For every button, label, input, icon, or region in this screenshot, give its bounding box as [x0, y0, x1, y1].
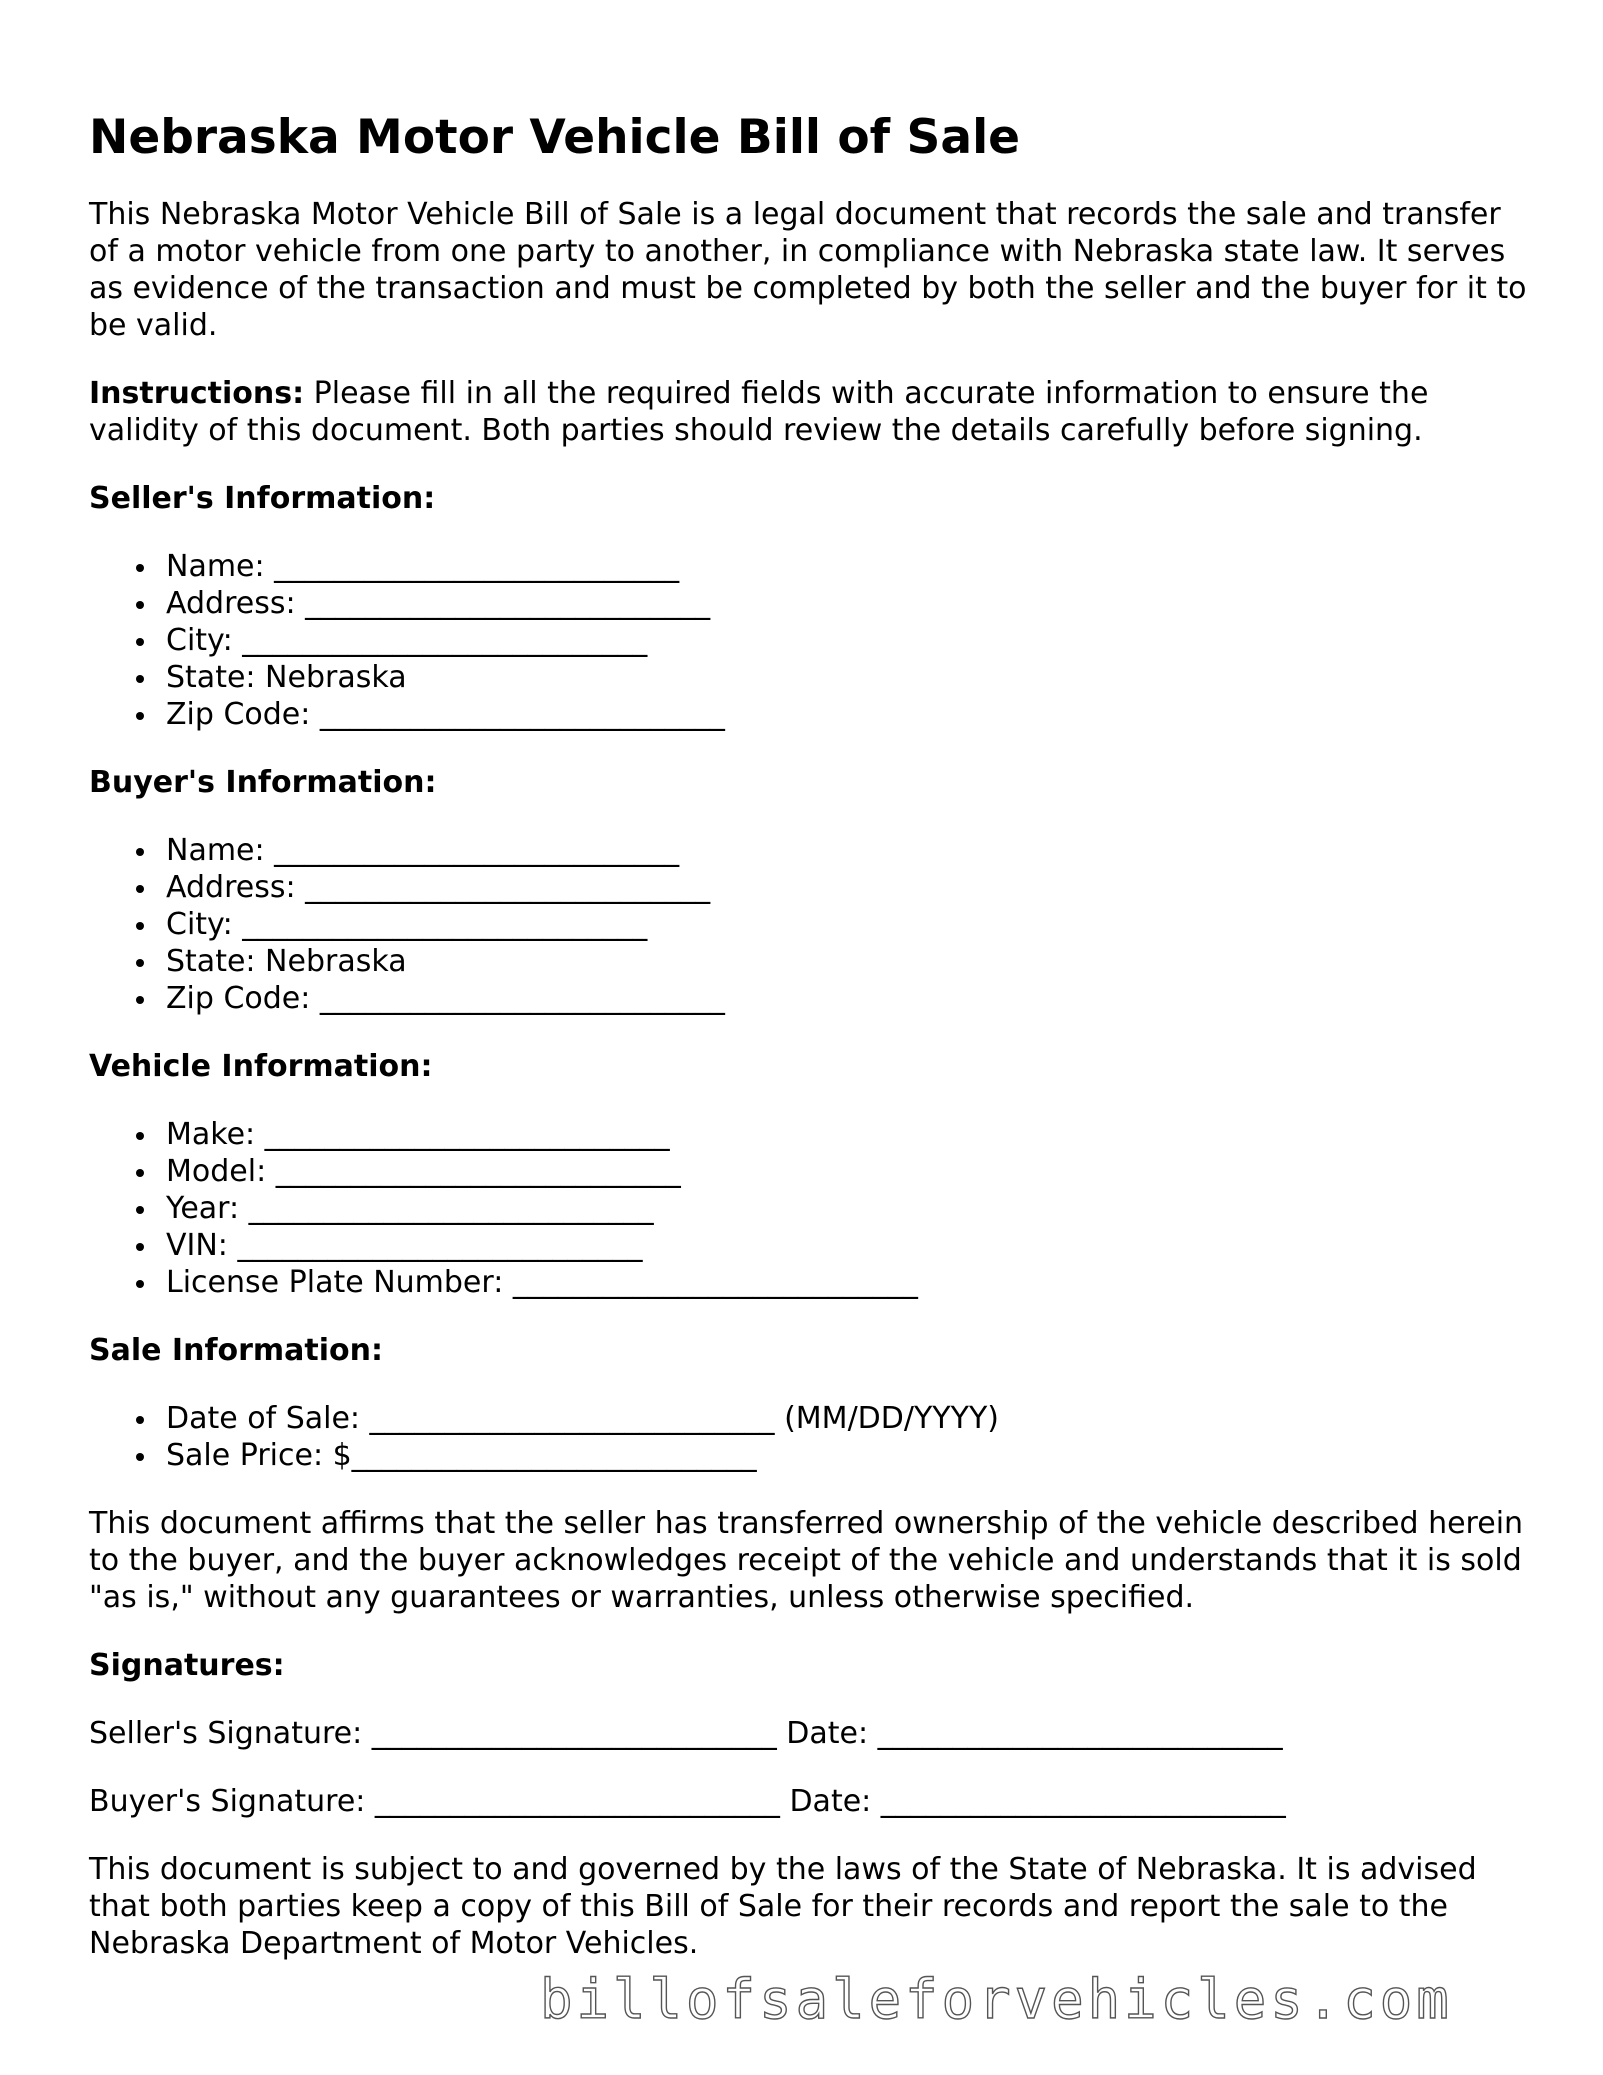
vehicle-vin-field[interactable]: VIN: ___________________________ [166, 1227, 1529, 1264]
intro-paragraph: This Nebraska Motor Vehicle Bill of Sale is a legal document that records the sale and transfer of a motor vehicle from one party to another, in compliance with Nebraska state law. It serves as evidence of the transaction and must be completed by both the seller and the buyer for it to be valid. [89, 197, 1527, 343]
seller-city-field[interactable]: City: ___________________________ [166, 622, 1529, 659]
vehicle-heading: Vehicle Information: [89, 1049, 433, 1084]
seller-zip-field[interactable]: Zip Code: ___________________________ [166, 696, 1529, 733]
document-title: Nebraska Motor Vehicle Bill of Sale [89, 110, 1021, 165]
seller-signature-line[interactable]: Seller's Signature: ___________________________ Date: ___________________________ [89, 1716, 1283, 1751]
buyer-signature-line[interactable]: Buyer's Signature: ___________________________ Date: ___________________________ [89, 1784, 1286, 1819]
document [89, 100, 1529, 1993]
instructions-paragraph [89, 375, 1529, 449]
sale-heading: Sale Information: [89, 1333, 383, 1368]
sale-date-field[interactable]: Date of Sale: ___________________________ (MM/DD/YYYY) [166, 1400, 1529, 1437]
vehicle-year-field[interactable]: Year: ___________________________ [166, 1190, 1529, 1227]
seller-address-field[interactable]: Address: ___________________________ [166, 585, 1529, 622]
buyer-zip-field[interactable]: Zip Code: ___________________________ [166, 980, 1529, 1017]
seller-name-field[interactable]: Name: ___________________________ [166, 548, 1529, 585]
buyer-state: State: Nebraska [166, 943, 1529, 980]
instructions-label: Instructions: [89, 376, 305, 411]
vehicle-make-field[interactable]: Make: ___________________________ [166, 1116, 1529, 1153]
seller-list [89, 548, 1529, 733]
sale-list [89, 1400, 1529, 1474]
footer-paragraph: This document is subject to and governed by the laws of the State of Nebraska. It is advised that both parties keep a copy of this Bill of Sale for their records and report the sale to the Nebraska Department of Motor Vehicles. [89, 1852, 1477, 1961]
buyer-city-field[interactable]: City: ___________________________ [166, 906, 1529, 943]
instructions-text: Please fill in all the required fields with accurate information to ensure the validity of this document. Both parties should review the details carefully before signing. [89, 376, 1429, 448]
seller-state: State: Nebraska [166, 659, 1529, 696]
watermark-text: billofsaleforvehicles.com [540, 1968, 1453, 2031]
signatures-heading: Signatures: [89, 1648, 285, 1683]
seller-heading: Seller's Information: [89, 481, 436, 516]
vehicle-model-field[interactable]: Model: ___________________________ [166, 1153, 1529, 1190]
buyer-address-field[interactable]: Address: ___________________________ [166, 869, 1529, 906]
vehicle-list [89, 1116, 1529, 1301]
affirmation-paragraph: This document affirms that the seller has transferred ownership of the vehicle described herein to the buyer, and the buyer acknowledges receipt of the vehicle and understands that it is sold "as is," without any guarantees or warranties, unless otherwise specified. [89, 1506, 1524, 1615]
buyer-list [89, 832, 1529, 1017]
vehicle-plate-field[interactable]: License Plate Number: ___________________________ [166, 1264, 1529, 1301]
sale-price-field[interactable]: Sale Price: $___________________________ [166, 1437, 1529, 1474]
buyer-name-field[interactable]: Name: ___________________________ [166, 832, 1529, 869]
buyer-heading: Buyer's Information: [89, 765, 437, 800]
